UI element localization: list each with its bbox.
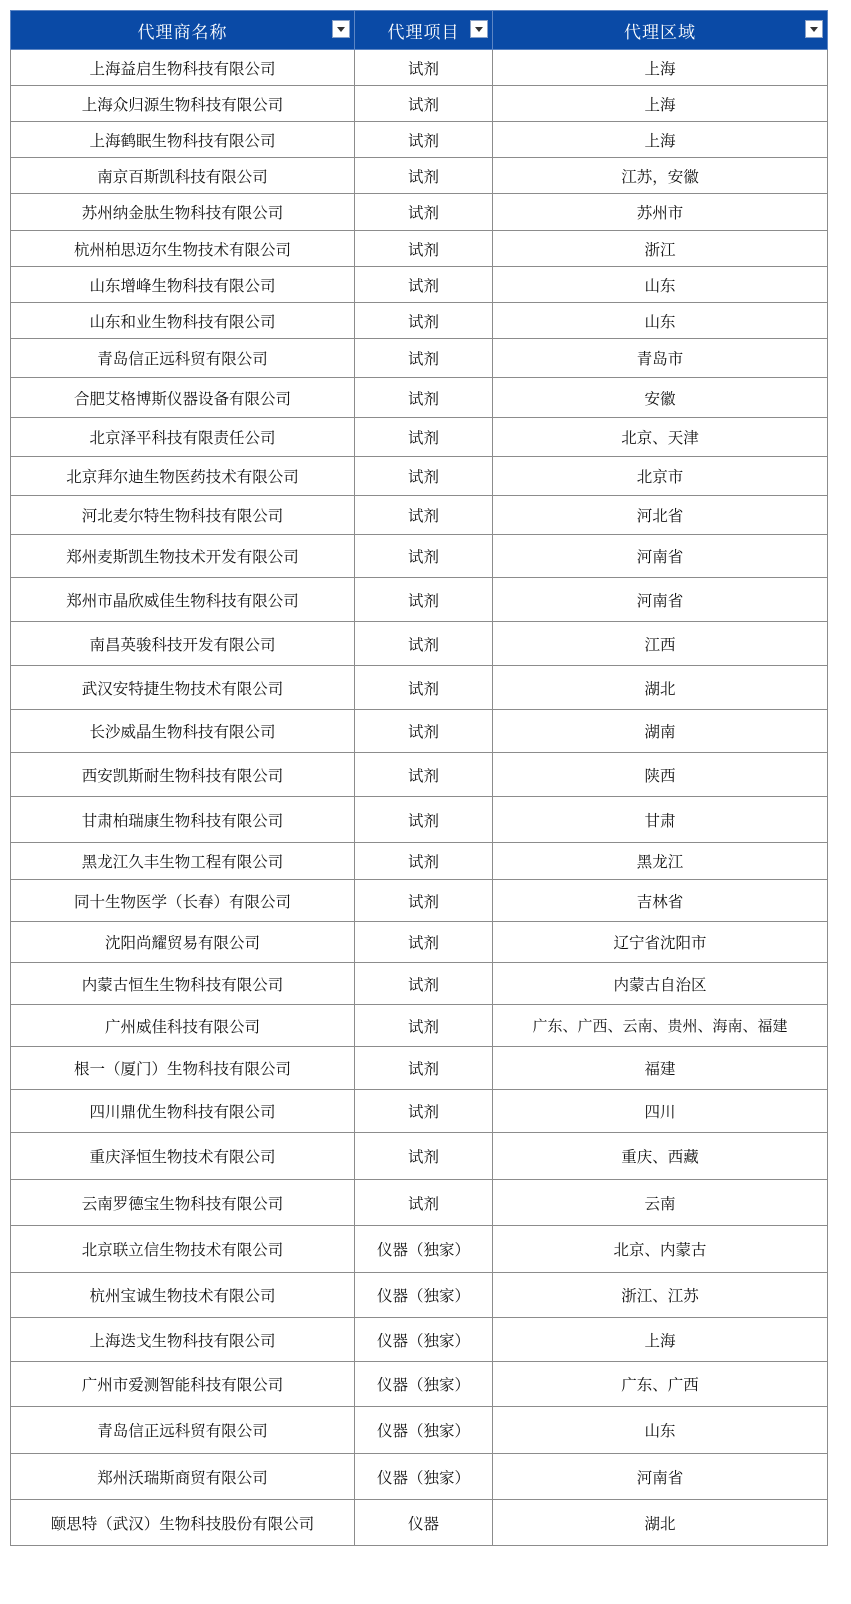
cell-agent-project[interactable]: 试剂 <box>355 86 493 122</box>
cell-agent-project[interactable]: 试剂 <box>355 797 493 843</box>
cell-agent-project[interactable]: 试剂 <box>355 1180 493 1226</box>
cell-agent-project[interactable]: 试剂 <box>355 622 493 666</box>
table-row[interactable] <box>11 622 828 666</box>
cell-agent-name[interactable]: 河北麦尔特生物科技有限公司 <box>11 496 355 535</box>
header-label-agent-project: 代理项目 <box>387 22 460 43</box>
cell-agent-name[interactable]: 上海益启生物科技有限公司 <box>11 50 355 86</box>
table-row[interactable] <box>11 666 828 710</box>
cell-agent-region[interactable]: 北京、内蒙古 <box>493 1226 828 1273</box>
cell-agent-project[interactable]: 试剂 <box>355 922 493 963</box>
cell-agent-region[interactable]: 辽宁省沈阳市 <box>493 922 828 963</box>
cell-agent-project[interactable]: 仪器（独家） <box>355 1454 493 1500</box>
cell-agent-project[interactable]: 仪器 <box>355 1500 493 1546</box>
cell-agent-region[interactable]: 山东 <box>493 267 828 303</box>
table-row[interactable] <box>11 457 828 496</box>
table-row[interactable] <box>11 922 828 963</box>
cell-agent-region[interactable]: 甘肃 <box>493 797 828 843</box>
filter-dropdown-agent-name[interactable] <box>332 20 350 38</box>
table-body <box>11 50 828 1546</box>
cell-agent-project[interactable]: 仪器（独家） <box>355 1273 493 1318</box>
table-row[interactable] <box>11 1005 828 1047</box>
table-row[interactable] <box>11 194 828 231</box>
cell-agent-name[interactable]: 郑州市晶欣威佳生物科技有限公司 <box>11 578 355 622</box>
cell-agent-region[interactable]: 北京、天津 <box>493 418 828 457</box>
cell-agent-region[interactable]: 浙江、江苏 <box>493 1273 828 1318</box>
cell-agent-name[interactable]: 云南罗德宝生物科技有限公司 <box>11 1180 355 1226</box>
header-cell-agent-name <box>11 11 355 50</box>
cell-agent-region[interactable]: 河北省 <box>493 496 828 535</box>
cell-agent-region[interactable]: 浙江 <box>493 231 828 267</box>
cell-agent-project[interactable]: 试剂 <box>355 963 493 1005</box>
table-row[interactable] <box>11 1133 828 1180</box>
cell-agent-region[interactable]: 河南省 <box>493 578 828 622</box>
cell-agent-name[interactable]: 上海迭戈生物科技有限公司 <box>11 1318 355 1362</box>
table-row[interactable] <box>11 1454 828 1500</box>
cell-agent-region[interactable]: 安徽 <box>493 378 828 418</box>
cell-agent-project[interactable]: 试剂 <box>355 418 493 457</box>
cell-agent-region[interactable]: 山东 <box>493 1407 828 1454</box>
cell-agent-name[interactable]: 山东增峰生物科技有限公司 <box>11 267 355 303</box>
cell-agent-project[interactable]: 仪器（独家） <box>355 1226 493 1273</box>
cell-agent-region[interactable]: 四川 <box>493 1090 828 1133</box>
cell-agent-project[interactable]: 试剂 <box>355 843 493 880</box>
cell-agent-project[interactable]: 试剂 <box>355 194 493 231</box>
agent-list-sheet <box>10 10 827 1546</box>
cell-agent-region[interactable]: 上海 <box>493 122 828 158</box>
cell-agent-region[interactable]: 上海 <box>493 1318 828 1362</box>
cell-agent-project[interactable]: 试剂 <box>355 1047 493 1090</box>
cell-agent-name[interactable]: 内蒙古恒生生物科技有限公司 <box>11 963 355 1005</box>
table-row[interactable] <box>11 418 828 457</box>
cell-agent-project[interactable]: 仪器（独家） <box>355 1362 493 1407</box>
cell-agent-name[interactable]: 郑州沃瑞斯商贸有限公司 <box>11 1454 355 1500</box>
filter-dropdown-icon <box>810 27 818 32</box>
header-row <box>11 11 828 50</box>
cell-agent-project[interactable]: 试剂 <box>355 535 493 578</box>
cell-agent-region[interactable]: 广东、广西 <box>493 1362 828 1407</box>
cell-agent-project[interactable]: 试剂 <box>355 158 493 194</box>
table-row[interactable] <box>11 753 828 797</box>
cell-agent-name[interactable]: 同十生物医学（长春）有限公司 <box>11 880 355 922</box>
table-row[interactable] <box>11 1500 828 1546</box>
table-row[interactable] <box>11 378 828 418</box>
cell-agent-project[interactable]: 试剂 <box>355 753 493 797</box>
cell-agent-name[interactable]: 上海众归源生物科技有限公司 <box>11 86 355 122</box>
filter-dropdown-agent-project[interactable] <box>470 20 488 38</box>
cell-agent-name[interactable]: 重庆泽恒生物技术有限公司 <box>11 1133 355 1180</box>
cell-agent-name[interactable]: 北京拜尔迪生物医药技术有限公司 <box>11 457 355 496</box>
cell-agent-project[interactable]: 试剂 <box>355 880 493 922</box>
cell-agent-region[interactable]: 湖南 <box>493 710 828 753</box>
table-row[interactable] <box>11 1180 828 1226</box>
filter-dropdown-agent-region[interactable] <box>805 20 823 38</box>
cell-agent-region[interactable]: 湖北 <box>493 1500 828 1546</box>
cell-agent-name[interactable]: 上海鹤眠生物科技有限公司 <box>11 122 355 158</box>
table-row[interactable] <box>11 1273 828 1318</box>
cell-agent-project[interactable]: 试剂 <box>355 231 493 267</box>
cell-agent-region[interactable]: 山东 <box>493 303 828 339</box>
cell-agent-name[interactable]: 黑龙江久丰生物工程有限公司 <box>11 843 355 880</box>
cell-agent-project[interactable]: 试剂 <box>355 1133 493 1180</box>
cell-agent-region[interactable]: 河南省 <box>493 1454 828 1500</box>
table-row[interactable] <box>11 535 828 578</box>
table-row[interactable] <box>11 1407 828 1454</box>
filter-dropdown-icon <box>475 27 483 32</box>
agent-table <box>10 10 828 1546</box>
cell-agent-project[interactable]: 试剂 <box>355 710 493 753</box>
cell-agent-name[interactable]: 四川鼎优生物科技有限公司 <box>11 1090 355 1133</box>
cell-agent-project[interactable]: 试剂 <box>355 303 493 339</box>
cell-agent-project[interactable]: 试剂 <box>355 1090 493 1133</box>
cell-agent-project[interactable]: 试剂 <box>355 496 493 535</box>
cell-agent-region[interactable]: 陕西 <box>493 753 828 797</box>
cell-agent-region[interactable]: 上海 <box>493 86 828 122</box>
cell-agent-name[interactable]: 广州市爱测智能科技有限公司 <box>11 1362 355 1407</box>
header-label-agent-name: 代理商名称 <box>137 22 228 43</box>
cell-agent-name[interactable]: 武汉安特捷生物技术有限公司 <box>11 666 355 710</box>
cell-agent-name[interactable]: 南昌英骏科技开发有限公司 <box>11 622 355 666</box>
cell-agent-name[interactable]: 苏州纳金肽生物科技有限公司 <box>11 194 355 231</box>
cell-agent-project[interactable]: 仪器（独家） <box>355 1318 493 1362</box>
cell-agent-name[interactable]: 颐思特（武汉）生物科技股份有限公司 <box>11 1500 355 1546</box>
cell-agent-region[interactable]: 吉林省 <box>493 880 828 922</box>
cell-agent-project[interactable]: 仪器（独家） <box>355 1407 493 1454</box>
cell-agent-name[interactable]: 山东和业生物科技有限公司 <box>11 303 355 339</box>
cell-agent-region[interactable]: 青岛市 <box>493 339 828 378</box>
table-row[interactable] <box>11 303 828 339</box>
table-row[interactable] <box>11 578 828 622</box>
cell-agent-region[interactable]: 云南 <box>493 1180 828 1226</box>
table-row[interactable] <box>11 880 828 922</box>
cell-agent-region[interactable]: 河南省 <box>493 535 828 578</box>
header-label-agent-region: 代理区域 <box>624 22 696 43</box>
cell-agent-name[interactable]: 青岛信正远科贸有限公司 <box>11 339 355 378</box>
cell-agent-name[interactable]: 西安凯斯耐生物科技有限公司 <box>11 753 355 797</box>
cell-agent-name[interactable]: 合肥艾格博斯仪器设备有限公司 <box>11 378 355 418</box>
table-row[interactable] <box>11 1226 828 1273</box>
cell-agent-name[interactable]: 北京泽平科技有限责任公司 <box>11 418 355 457</box>
cell-agent-name[interactable]: 广州威佳科技有限公司 <box>11 1005 355 1047</box>
cell-agent-project[interactable]: 试剂 <box>355 122 493 158</box>
cell-agent-project[interactable]: 试剂 <box>355 578 493 622</box>
cell-agent-region[interactable]: 广东、广西、云南、贵州、海南、福建 <box>493 1005 828 1047</box>
table-row[interactable] <box>11 1090 828 1133</box>
table-row[interactable] <box>11 710 828 753</box>
table-header <box>11 11 828 50</box>
table-row[interactable] <box>11 1362 828 1407</box>
cell-agent-region[interactable]: 重庆、西藏 <box>493 1133 828 1180</box>
table-row[interactable] <box>11 231 828 267</box>
table-row[interactable] <box>11 1318 828 1362</box>
cell-agent-name[interactable]: 甘肃柏瑞康生物科技有限公司 <box>11 797 355 843</box>
table-row[interactable] <box>11 963 828 1005</box>
cell-agent-region[interactable]: 北京市 <box>493 457 828 496</box>
cell-agent-name[interactable]: 沈阳尚耀贸易有限公司 <box>11 922 355 963</box>
cell-agent-region[interactable]: 江西 <box>493 622 828 666</box>
table-row[interactable] <box>11 50 828 86</box>
cell-agent-name[interactable]: 杭州柏思迈尔生物技术有限公司 <box>11 231 355 267</box>
cell-agent-project[interactable]: 试剂 <box>355 267 493 303</box>
table-row[interactable] <box>11 1047 828 1090</box>
cell-agent-project[interactable]: 试剂 <box>355 50 493 86</box>
cell-agent-region[interactable]: 湖北 <box>493 666 828 710</box>
cell-agent-name[interactable]: 杭州宝诚生物技术有限公司 <box>11 1273 355 1318</box>
table-row[interactable] <box>11 158 828 194</box>
cell-agent-region[interactable]: 江苏，安徽 <box>493 158 828 194</box>
cell-agent-region[interactable]: 内蒙古自治区 <box>493 963 828 1005</box>
cell-agent-project[interactable]: 试剂 <box>355 457 493 496</box>
table-row[interactable] <box>11 843 828 880</box>
cell-agent-name[interactable]: 南京百斯凯科技有限公司 <box>11 158 355 194</box>
cell-agent-name[interactable]: 北京联立信生物技术有限公司 <box>11 1226 355 1273</box>
cell-agent-project[interactable]: 试剂 <box>355 339 493 378</box>
cell-agent-name[interactable]: 青岛信正远科贸有限公司 <box>11 1407 355 1454</box>
table-row[interactable] <box>11 86 828 122</box>
table-row[interactable] <box>11 122 828 158</box>
table-row[interactable] <box>11 496 828 535</box>
cell-agent-project[interactable]: 试剂 <box>355 1005 493 1047</box>
header-cell-agent-project <box>355 11 493 50</box>
cell-agent-region[interactable]: 黑龙江 <box>493 843 828 880</box>
cell-agent-project[interactable]: 试剂 <box>355 378 493 418</box>
cell-agent-name[interactable]: 根一（厦门）生物科技有限公司 <box>11 1047 355 1090</box>
cell-agent-region[interactable]: 苏州市 <box>493 194 828 231</box>
cell-agent-project[interactable]: 试剂 <box>355 666 493 710</box>
filter-dropdown-icon <box>337 27 345 32</box>
header-cell-agent-region <box>493 11 828 50</box>
table-row[interactable] <box>11 267 828 303</box>
cell-agent-name[interactable]: 长沙威晶生物科技有限公司 <box>11 710 355 753</box>
cell-agent-region[interactable]: 上海 <box>493 50 828 86</box>
cell-agent-region[interactable]: 福建 <box>493 1047 828 1090</box>
table-row[interactable] <box>11 797 828 843</box>
cell-agent-name[interactable]: 郑州麦斯凯生物技术开发有限公司 <box>11 535 355 578</box>
table-row[interactable] <box>11 339 828 378</box>
